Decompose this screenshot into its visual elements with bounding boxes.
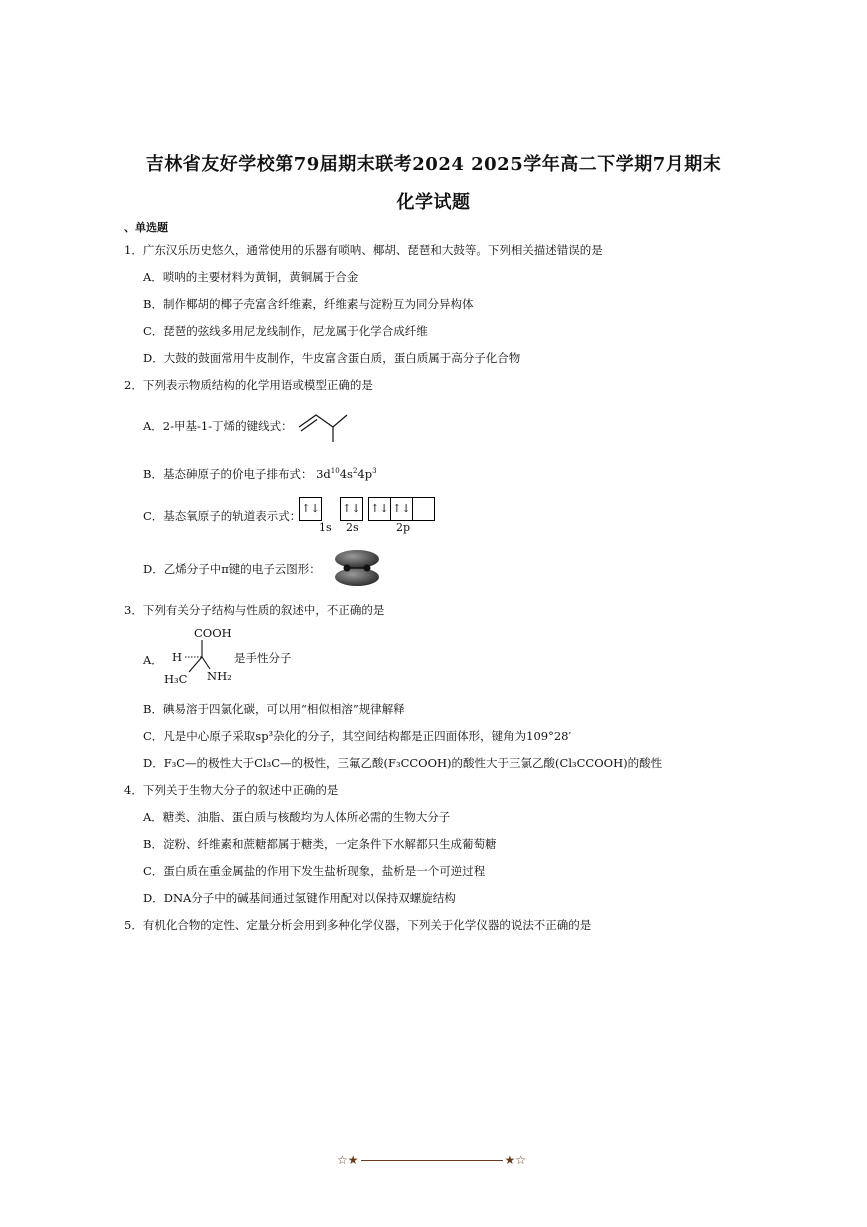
orbital-box-2p — [368, 497, 435, 521]
document-title-line1: 吉林省友好学校第79届期末联考2024 2025学年高二下学期7月期末 — [145, 154, 722, 175]
footer-divider-line — [361, 1160, 503, 1161]
page-footer-decoration — [337, 1153, 526, 1167]
question-2-option-d: D．乙烯分子中π键的电子云图形： — [143, 562, 321, 576]
arsenic-valence-config: $3d^{10}4s^24p^3$ — [316, 466, 377, 481]
footer-stars-left: ☆★ — [337, 1153, 359, 1167]
cooh-group-label: COOH — [194, 626, 232, 640]
orbital-label-2s: 2s — [346, 521, 359, 534]
question-4-stem: 4．下列关于生物大分子的叙述中正确的是 — [124, 783, 339, 797]
chiral-molecule-suffix: 是手性分子 — [234, 651, 292, 665]
question-2-stem: 2．下列表示物质结构的化学用语或模型正确的是 — [124, 378, 373, 392]
question-1-option-c: C．琵琶的弦线多用尼龙线制作，尼龙属于化学合成纤维 — [143, 324, 428, 338]
orbital-box-1s — [299, 497, 322, 521]
question-2-option-a-text: A．2-甲基-1-丁烯的键线式： — [143, 419, 293, 433]
question-1-option-a: A．唢呐的主要材料为黄铜，黄铜属于合金 — [143, 270, 359, 284]
h-atom-label: H — [172, 650, 183, 664]
orbital-cell: ↑↓ — [342, 502, 361, 515]
orbital-cell: ↑↓ — [301, 502, 320, 515]
question-4-option-d: D．DNA分子中的碱基间通过氢键作用配对以保持双螺旋结构 — [143, 891, 456, 905]
question-1-option-b: B．制作椰胡的椰子壳富含纤维素，纤维素与淀粉互为同分异构体 — [143, 297, 474, 311]
orbital-cell: ↑↓ — [391, 498, 413, 520]
question-2-option-a — [143, 418, 293, 434]
question-2-option-c: C．基态氧原子的轨道表示式： — [143, 509, 302, 523]
footer-stars-right: ★☆ — [504, 1153, 527, 1167]
question-3-option-d: D．F₃C—的极性大于Cl₃C—的极性，三氟乙酸(F₃CCOOH)的酸性大于三氯乙酸(Cl₃CCOOH)的酸性 — [143, 756, 663, 770]
question-1-option-d: D．大鼓的鼓面常用牛皮制作，牛皮富含蛋白质，蛋白质属于高分子化合物 — [143, 351, 521, 365]
question-4-option-b: B．淀粉、纤维素和蔗糖都属于糖类，一定条件下水解都只生成葡萄糖 — [143, 837, 497, 851]
question-4-option-a: A．糖类、油脂、蛋白质与核酸均为人体所必需的生物大分子 — [143, 810, 451, 824]
section-heading: 、单选题 — [124, 221, 168, 234]
document-title-line2: 化学试题 — [396, 192, 471, 213]
chiral-bonds-icon — [162, 624, 232, 690]
orbital-label-2p: 2p — [396, 521, 411, 534]
orbital-cell — [413, 498, 434, 520]
chiral-molecule-structure — [162, 624, 292, 690]
methyl-group-label: H₃C — [164, 672, 188, 686]
skeletal-formula-2-methyl-1-butene — [296, 406, 358, 444]
question-3-option-a: A． — [143, 653, 163, 667]
question-2-option-b-text: B．基态砷原子的价电子排布式： — [143, 466, 313, 481]
orbital-box-2s — [340, 497, 363, 521]
question-5-stem: 5．有机化合物的定性、定量分析会用到多种化学仪器，下列关于化学仪器的说法不正确的是 — [124, 918, 592, 932]
question-4-option-c: C．蛋白质在重金属盐的作用下发生盐析现象，盐析是一个可逆过程 — [143, 864, 486, 878]
question-2-option-b — [143, 463, 377, 482]
amino-group-label: NH₂ — [207, 669, 232, 683]
orbital-label-1s: 1s — [319, 521, 332, 534]
pi-bond-electron-cloud-image — [331, 549, 383, 587]
orbital-cell: ↑↓ — [369, 498, 391, 520]
question-3-stem: 3．下列有关分子结构与性质的叙述中，不正确的是 — [124, 603, 385, 617]
question-1-stem: 1．广东汉乐历史悠久，通常使用的乐器有唢呐、椰胡、琵琶和大鼓等。下列相关描述错误的是 — [124, 243, 603, 257]
question-3-option-c: C．凡是中心原子采取sp³杂化的分子，其空间结构都是正四面体形，键角为109°28′ — [143, 729, 572, 743]
question-3-option-b: B．碘易溶于四氯化碳，可以用“相似相溶”规律解释 — [143, 702, 405, 716]
